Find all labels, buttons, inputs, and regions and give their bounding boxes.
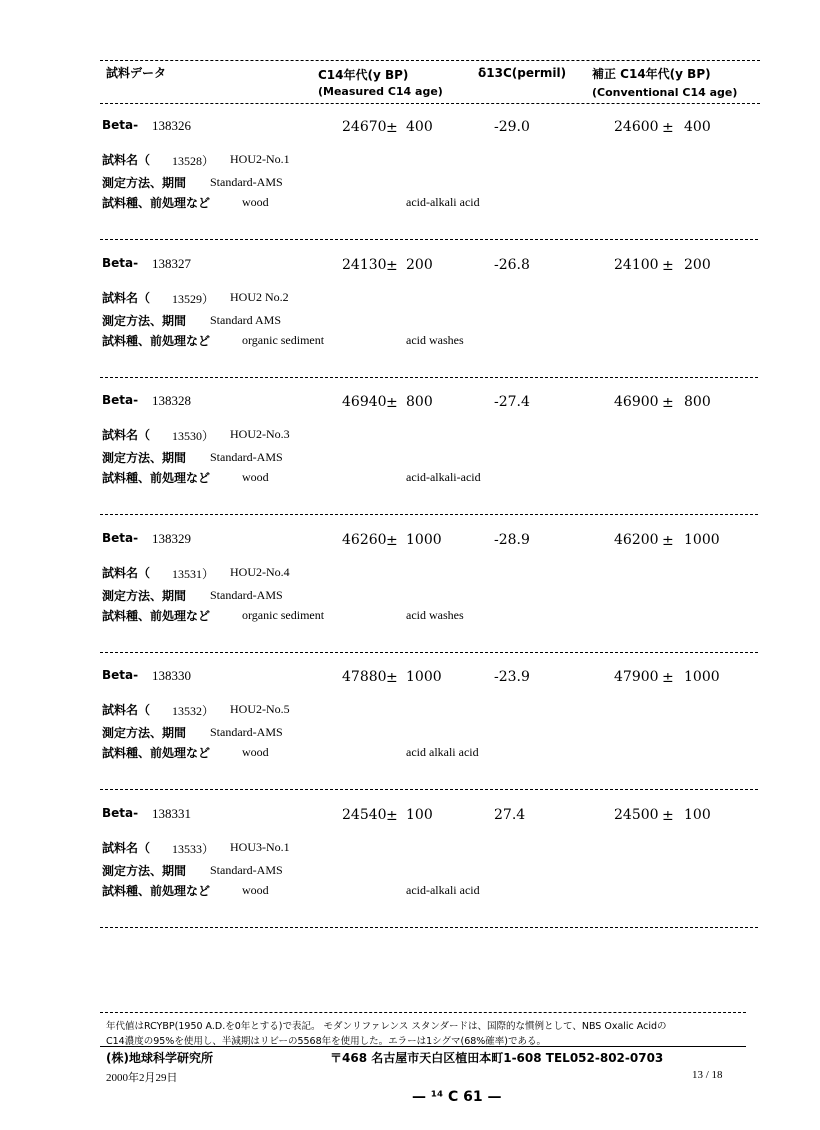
measured-pm: ±: [386, 670, 398, 686]
measured-error: 200: [406, 257, 433, 273]
sample-number: 13528）: [172, 154, 215, 168]
footer-page: 13 / 18: [692, 1069, 723, 1081]
type-label: 試料種、前処理など: [102, 471, 211, 485]
conventional-error: 400: [684, 119, 711, 135]
sample-divider: [100, 514, 758, 515]
conventional-age: 47900: [614, 669, 659, 685]
beta-prefix: Beta-: [102, 393, 139, 407]
measured-pm: ±: [386, 533, 398, 549]
type-label: 試料種、前処理など: [102, 196, 211, 210]
header-bottom-rule: [100, 103, 760, 104]
beta-prefix: Beta-: [102, 531, 139, 545]
method-value: Standard-AMS: [210, 588, 283, 602]
sample-divider: [100, 239, 758, 240]
measured-age: 24130: [342, 257, 387, 273]
method-value: Standard-AMS: [210, 175, 283, 189]
beta-prefix: Beta-: [102, 256, 139, 270]
measured-age: 47880: [342, 669, 387, 685]
method-label: 測定方法、期間: [102, 451, 187, 465]
sample-number: 13530）: [172, 429, 215, 443]
sample-name-label: 試料名（: [102, 841, 151, 855]
pretreatment-value: acid washes: [406, 608, 464, 622]
sample-number: 13532）: [172, 704, 215, 718]
conventional-age: 46200: [614, 532, 659, 548]
conventional-age: 24600: [614, 119, 659, 135]
header-d13c: δ13C(permil): [478, 66, 567, 80]
pretreatment-value: acid-alkali acid: [406, 195, 480, 209]
sample-name-label: 試料名（: [102, 703, 151, 717]
method-label: 測定方法、期間: [102, 314, 187, 328]
sample-name: HOU2-No.4: [230, 565, 290, 579]
header-sample-data: 試料データ: [106, 66, 167, 80]
beta-prefix: Beta-: [102, 806, 139, 820]
sample-name: HOU2 No.2: [230, 290, 289, 304]
conventional-pm: ±: [662, 533, 674, 549]
beta-number: 138331: [152, 806, 191, 821]
conventional-pm: ±: [662, 120, 674, 136]
measured-error: 1000: [406, 669, 442, 685]
measured-age: 24540: [342, 807, 387, 823]
footer-mid-rule: [100, 1046, 746, 1047]
conventional-error: 1000: [684, 669, 720, 685]
type-label: 試料種、前処理など: [102, 334, 211, 348]
type-label: 試料種、前処理など: [102, 609, 211, 623]
beta-number: 138328: [152, 393, 191, 408]
material-value: wood: [242, 195, 269, 209]
footer-note-line2: C14濃度の95%を使用し、半減期はリビーの5568年を使用した。エラーは1シグマ(68%確率)である。: [106, 1036, 547, 1047]
header-c14-age-en: (Measured C14 age): [318, 85, 443, 98]
delta13c-value: 27.4: [494, 807, 526, 823]
material-value: wood: [242, 470, 269, 484]
type-label: 試料種、前処理など: [102, 746, 211, 760]
measured-pm: ±: [386, 120, 398, 136]
sample-divider: [100, 789, 758, 790]
delta13c-value: -29.0: [494, 119, 530, 135]
conventional-age: 46900: [614, 394, 659, 410]
page-mark: — ¹⁴ C 61 —: [412, 1089, 502, 1105]
conventional-pm: ±: [662, 258, 674, 274]
sample-divider: [100, 377, 758, 378]
method-label: 測定方法、期間: [102, 726, 187, 740]
beta-prefix: Beta-: [102, 668, 139, 682]
pretreatment-value: acid alkali acid: [406, 745, 479, 759]
sample-name: HOU3-No.1: [230, 840, 290, 854]
sample-name-label: 試料名（: [102, 153, 151, 167]
sample-number: 13533）: [172, 842, 215, 856]
material-value: organic sediment: [242, 608, 325, 622]
delta13c-value: -27.4: [494, 394, 530, 410]
sample-name-label: 試料名（: [102, 291, 151, 305]
measured-age: 46260: [342, 532, 387, 548]
pretreatment-value: acid-alkali acid: [406, 883, 480, 897]
footer-note-line1: 年代値はRCYBP(1950 A.D.を0年とする)で表記。 モダンリファレンス スタンダードは、国際的な慣例として、NBS Oxalic Acidの: [106, 1021, 667, 1032]
beta-prefix: Beta-: [102, 118, 139, 132]
conventional-error: 100: [684, 807, 711, 823]
sample-name-label: 試料名（: [102, 566, 151, 580]
header-conv-age: 補正 C14年代(y BP): [592, 67, 711, 81]
sample-number: 13531）: [172, 567, 215, 581]
delta13c-value: -23.9: [494, 669, 530, 685]
measured-pm: ±: [386, 258, 398, 274]
pretreatment-value: acid-alkali-acid: [406, 470, 481, 484]
measured-age: 46940: [342, 394, 387, 410]
method-value: Standard AMS: [210, 313, 282, 327]
footer-top-rule: [100, 1012, 746, 1013]
method-value: Standard-AMS: [210, 725, 283, 739]
beta-number: 138327: [152, 256, 191, 271]
measured-error: 400: [406, 119, 433, 135]
footer-address: 〒468 名古屋市天白区植田本町1-608 TEL052-802-0703: [330, 1051, 664, 1065]
footer-date: 2000年2月29日: [106, 1072, 178, 1084]
header-top-rule: [100, 60, 760, 61]
sample-name: HOU2-No.1: [230, 152, 290, 166]
pretreatment-value: acid washes: [406, 333, 464, 347]
conventional-age: 24100: [614, 257, 659, 273]
conventional-pm: ±: [662, 670, 674, 686]
material-value: wood: [242, 883, 269, 897]
conventional-age: 24500: [614, 807, 659, 823]
delta13c-value: -26.8: [494, 257, 530, 273]
sample-divider: [100, 652, 758, 653]
material-value: wood: [242, 745, 269, 759]
measured-error: 100: [406, 807, 433, 823]
measured-pm: ±: [386, 395, 398, 411]
measured-error: 800: [406, 394, 433, 410]
material-value: organic sediment: [242, 333, 325, 347]
method-label: 測定方法、期間: [102, 864, 187, 878]
conventional-error: 800: [684, 394, 711, 410]
conventional-error: 200: [684, 257, 711, 273]
sample-number: 13529）: [172, 292, 215, 306]
measured-pm: ±: [386, 808, 398, 824]
conventional-error: 1000: [684, 532, 720, 548]
beta-number: 138329: [152, 531, 191, 546]
beta-number: 138326: [152, 118, 191, 133]
sample-name-label: 試料名（: [102, 428, 151, 442]
conventional-pm: ±: [662, 395, 674, 411]
header-conv-age-en: (Conventional C14 age): [592, 86, 738, 99]
footer-company: (株)地球科学研究所: [106, 1051, 213, 1065]
method-label: 測定方法、期間: [102, 589, 187, 603]
sample-name: HOU2-No.3: [230, 427, 290, 441]
delta13c-value: -28.9: [494, 532, 530, 548]
type-label: 試料種、前処理など: [102, 884, 211, 898]
beta-number: 138330: [152, 668, 191, 683]
method-label: 測定方法、期間: [102, 176, 187, 190]
header-c14-age: C14年代(y BP): [318, 68, 409, 82]
method-value: Standard-AMS: [210, 863, 283, 877]
method-value: Standard-AMS: [210, 450, 283, 464]
sample-divider: [100, 927, 758, 928]
sample-name: HOU2-No.5: [230, 702, 290, 716]
measured-age: 24670: [342, 119, 387, 135]
measured-error: 1000: [406, 532, 442, 548]
conventional-pm: ±: [662, 808, 674, 824]
